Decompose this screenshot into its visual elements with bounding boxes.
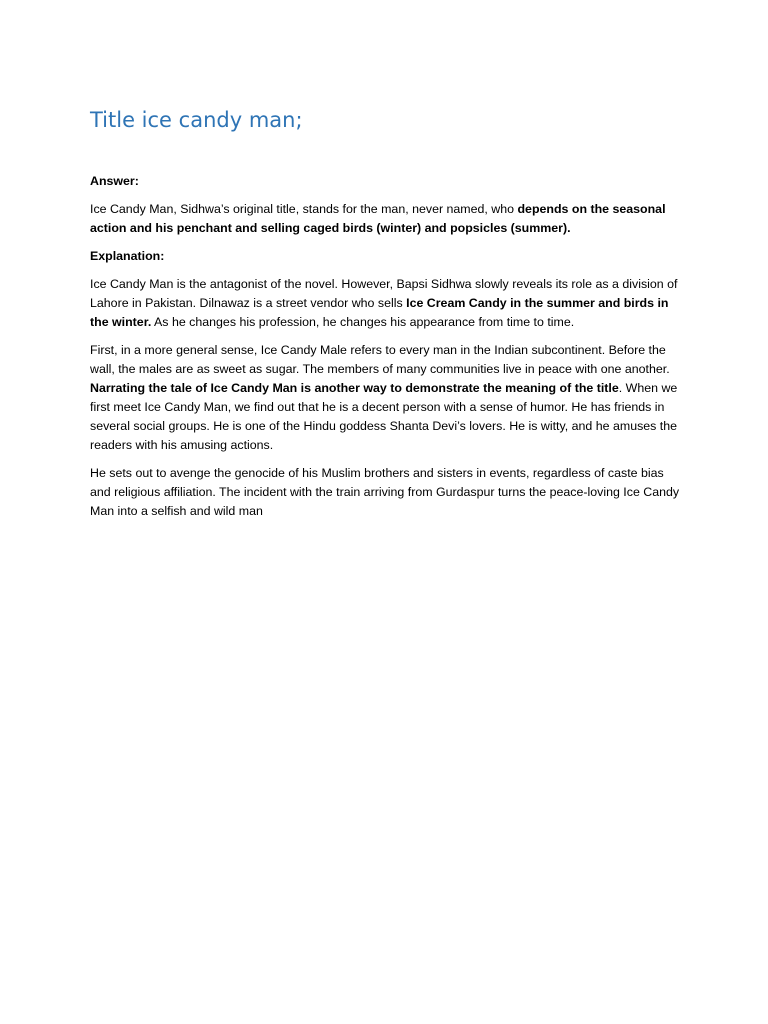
p1-text-2: As he changes his profession, he changes his appearance from time to time.: [151, 315, 575, 329]
explanation-paragraph-1: [90, 275, 682, 332]
answer-intro-text: Ice Candy Man, Sidhwa’s original title, stands for the man, never named, who: [90, 202, 518, 216]
p1-bold-text: Ice Cream Candy in the summer and birds in the winter.: [90, 296, 669, 329]
p3-text: He sets out to avenge the genocide of his Muslim brothers and sisters in events, regardless of caste bias and religious affiliation. The incident with the train arriving from Gurdaspur turns the peace-loving Ice Candy Man into a selfish and wild man: [90, 466, 680, 518]
p1-text-1: Ice Candy Man is the antagonist of the novel. However, Bapsi Sidhwa slowly reveals its role as a division of Lahore in Pakistan. Dilnawaz is a street vendor who sells: [90, 277, 678, 310]
p2-bold-text: Narrating the tale of Ice Candy Man is another way to demonstrate the meaning of the title: [90, 381, 619, 395]
p2-text-2: . When we first meet Ice Candy Man, we find out that he is a decent person with a sense of humor. He has friends in several social groups. He is one of the Hindu goddess Shanta Devi’s lovers. He is witty, and he amuses the readers with his amusing actions.: [90, 381, 678, 452]
explanation-paragraph-3: [90, 464, 682, 521]
answer-paragraph: [90, 200, 682, 238]
explanation-heading: [90, 247, 682, 266]
answer-bold-text: depends on the seasonal action and his penchant and selling caged birds (winter) and popsicles (summer).: [90, 202, 666, 235]
answer-label: Answer:: [90, 174, 139, 188]
answer-heading: [90, 172, 682, 191]
document-page: [90, 106, 682, 530]
document-title: Title ice candy man;: [90, 108, 303, 132]
explanation-paragraph-2: [90, 341, 682, 455]
explanation-label: Explanation:: [90, 249, 165, 263]
p2-text-1: First, in a more general sense, Ice Candy Male refers to every man in the Indian subcontinent. Before the wall, the males are as sweet as sugar. The members of many communities live in peace with one another.: [90, 343, 670, 376]
